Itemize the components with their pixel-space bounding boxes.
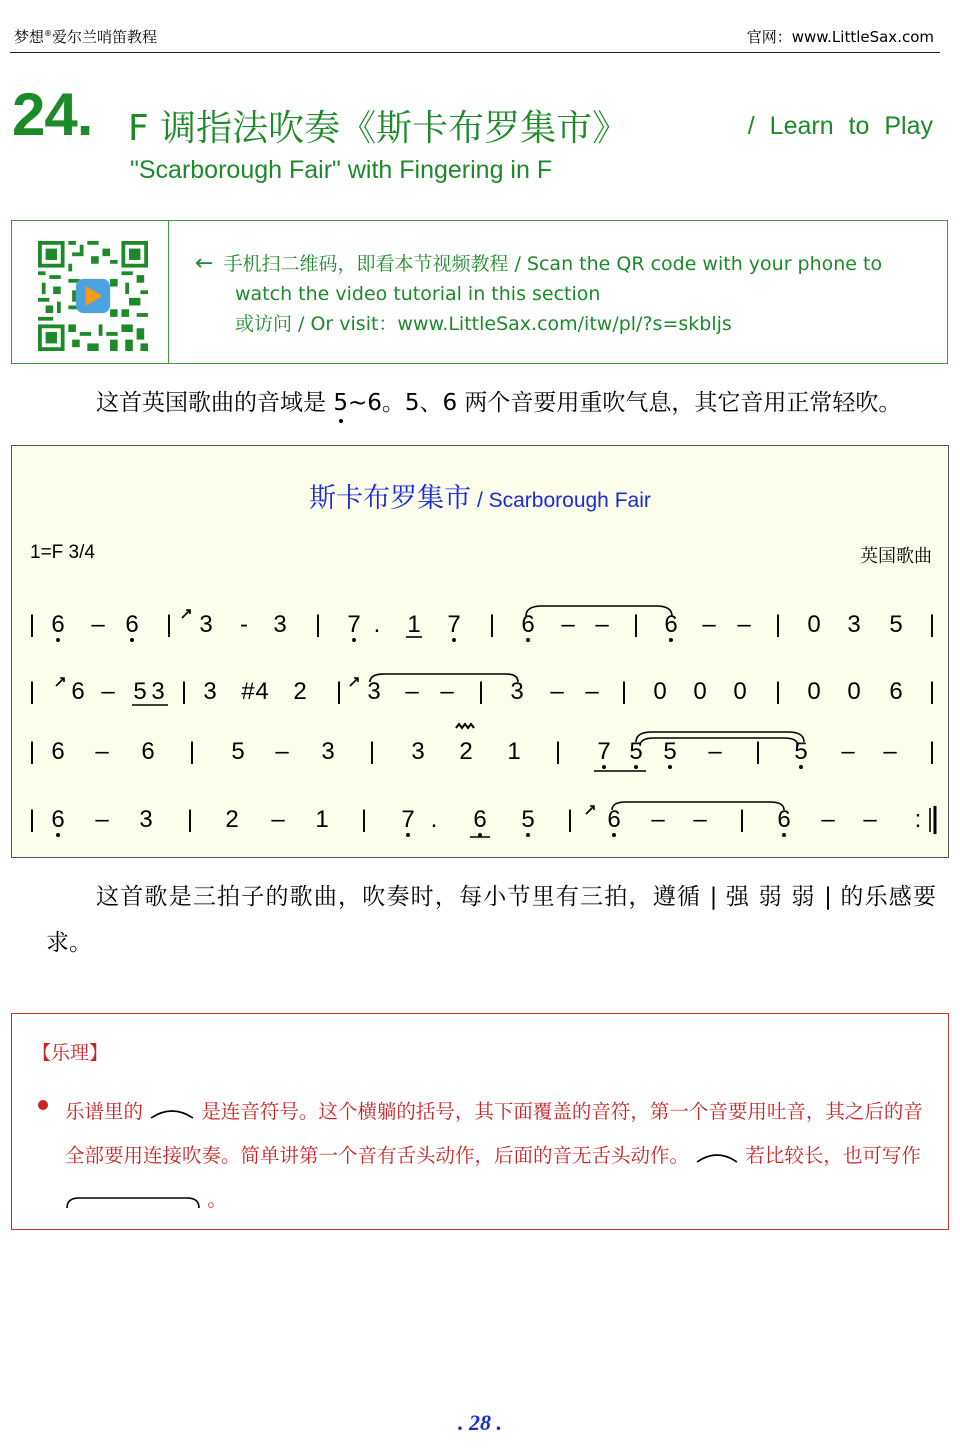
svg-text:–: – xyxy=(883,738,897,765)
svg-text:–: – xyxy=(271,806,285,833)
svg-text:|: | xyxy=(632,611,640,638)
svg-text:#: # xyxy=(241,678,255,705)
lesson-title-en-2: "Scarborough Fair" with Fingering in F xyxy=(130,156,553,184)
svg-text:|: | xyxy=(477,678,485,705)
lesson-title-cn: F 调指法吹奏《斯卡布罗集市》 xyxy=(128,108,629,149)
arrow-left-icon: ← xyxy=(195,251,214,276)
svg-text:|: | xyxy=(335,678,343,705)
svg-text:5: 5 xyxy=(663,738,677,765)
svg-text:.: . xyxy=(373,611,381,638)
svg-text:6: 6 xyxy=(51,806,65,833)
svg-text:–: – xyxy=(95,738,109,765)
svg-text:|: | xyxy=(928,611,936,638)
svg-text:6: 6 xyxy=(777,806,791,833)
score-panel xyxy=(11,445,949,858)
svg-text:|: | xyxy=(928,738,936,765)
svg-text:|: | xyxy=(488,611,496,638)
svg-text:–: – xyxy=(863,806,877,833)
svg-text:.: . xyxy=(430,806,438,833)
svg-text:|: | xyxy=(360,806,368,833)
score-title: 斯卡布罗集市 / Scarborough Fair xyxy=(309,483,651,514)
svg-text:–: – xyxy=(95,806,109,833)
svg-text:–: – xyxy=(821,806,835,833)
svg-text:|: | xyxy=(774,611,782,638)
svg-text:6: 6 xyxy=(664,611,678,638)
svg-text:0: 0 xyxy=(733,678,747,705)
qr-panel xyxy=(11,220,948,364)
svg-text:–: – xyxy=(651,806,665,833)
svg-text:2: 2 xyxy=(225,806,239,833)
svg-text:6: 6 xyxy=(889,678,903,705)
svg-text:1: 1 xyxy=(407,611,421,638)
svg-text:–: – xyxy=(101,678,115,705)
svg-text:0: 0 xyxy=(807,611,821,638)
svg-text:3: 3 xyxy=(273,611,287,638)
svg-text:5: 5 xyxy=(629,738,643,765)
svg-text:0: 0 xyxy=(653,678,667,705)
header-website[interactable]: 官网：www.LittleSax.com xyxy=(746,28,934,46)
svg-text:–: – xyxy=(275,738,289,765)
svg-text:0: 0 xyxy=(807,678,821,705)
svg-text:5: 5 xyxy=(231,738,245,765)
svg-text:0: 0 xyxy=(847,678,861,705)
svg-text:2: 2 xyxy=(459,738,473,765)
meter-paragraph: 这首歌是三拍子的歌曲，吹奏时，每小节里有三拍，遵循 | 强 弱 弱 | 的乐感要求。 xyxy=(46,884,936,956)
svg-text:1: 1 xyxy=(507,738,521,765)
header-divider xyxy=(10,52,940,53)
svg-text:–: – xyxy=(585,678,599,705)
svg-text:6: 6 xyxy=(125,611,139,638)
jianpu-notation xyxy=(12,446,948,857)
svg-text:|: | xyxy=(754,738,762,765)
svg-text:|: | xyxy=(774,678,782,705)
svg-text:|: | xyxy=(28,738,36,765)
lesson-title xyxy=(128,100,933,151)
svg-text:|: | xyxy=(28,806,36,833)
svg-text:6: 6 xyxy=(521,611,535,638)
svg-text:|: | xyxy=(188,738,196,765)
score-key: 1=F 3/4 xyxy=(30,542,95,563)
svg-text:3: 3 xyxy=(151,678,165,705)
svg-text:|: | xyxy=(368,738,376,765)
svg-text:|: | xyxy=(186,806,194,833)
intro-paragraph: 这首英国歌曲的音域是 5~6。5、6 两个音要用重吹气息，其它音用正常轻吹。 xyxy=(96,390,902,416)
svg-text:5: 5 xyxy=(889,611,903,638)
qr-instructions: ← 手机扫二维码，即看本节视频教程 / Scan the QR code with your phone to watch the video tutorial in this section 或访问 / Or visit：www.LittleSax.com/itw/pl/?s=skbljs xyxy=(195,249,882,339)
svg-text::: : xyxy=(914,806,922,833)
slur-long-icon xyxy=(65,1192,201,1210)
svg-text:–: – xyxy=(693,806,707,833)
svg-text:–: – xyxy=(708,738,722,765)
visit-link[interactable]: 或访问 / Or visit：www.LittleSax.com/itw/pl/?s=skbljs xyxy=(235,313,732,335)
slur-short-icon xyxy=(149,1106,195,1120)
svg-text:–: – xyxy=(561,611,575,638)
svg-text:|: | xyxy=(566,806,574,833)
svg-text:7: 7 xyxy=(597,738,611,765)
svg-text:6: 6 xyxy=(51,611,65,638)
slur-medium-icon xyxy=(695,1150,739,1164)
svg-text:7: 7 xyxy=(447,611,461,638)
svg-text:5: 5 xyxy=(794,738,808,765)
svg-text:6: 6 xyxy=(607,806,621,833)
svg-text:–: – xyxy=(595,611,609,638)
svg-text:3: 3 xyxy=(411,738,425,765)
svg-text:1: 1 xyxy=(315,806,329,833)
svg-text:–: – xyxy=(737,611,751,638)
svg-text:0: 0 xyxy=(693,678,707,705)
svg-text:6: 6 xyxy=(51,738,65,765)
svg-text:6: 6 xyxy=(473,806,487,833)
lesson-number: 24. xyxy=(12,81,93,148)
svg-text:|: | xyxy=(180,678,188,705)
svg-text:3: 3 xyxy=(321,738,335,765)
svg-text:2: 2 xyxy=(293,678,307,705)
score-origin: 英国歌曲 xyxy=(860,546,932,567)
svg-text:5: 5 xyxy=(133,678,147,705)
svg-text:–: – xyxy=(91,611,105,638)
svg-text:7: 7 xyxy=(347,611,361,638)
qr-code-icon[interactable] xyxy=(38,241,148,351)
svg-text:3: 3 xyxy=(510,678,524,705)
svg-text:–: – xyxy=(702,611,716,638)
svg-text:6: 6 xyxy=(141,738,155,765)
svg-text:3: 3 xyxy=(847,611,861,638)
theory-heading: 【乐理】 xyxy=(32,1042,109,1064)
header-brand: 梦想®爱尔兰哨笛教程 xyxy=(14,28,158,46)
theory-text: 乐谱里的 是连音符号。这个横躺的括号，其下面覆盖的音符，第一个音要用吐音，其之后的音全部要用连接吹奏。简单讲第一个音有舌头动作，后面的音无舌头动作。 若比较长，也可写作 。 xyxy=(65,1100,923,1211)
bullet-icon xyxy=(38,1100,48,1110)
qr-panel-divider xyxy=(168,221,169,363)
svg-text:–: – xyxy=(841,738,855,765)
svg-text:|: | xyxy=(165,611,173,638)
svg-text:|: | xyxy=(738,806,746,833)
lesson-title-en-1: / Learn to Play xyxy=(747,112,933,140)
svg-text:5: 5 xyxy=(521,806,535,833)
theory-box xyxy=(11,1013,949,1230)
svg-text:–: – xyxy=(550,678,564,705)
svg-text:3: 3 xyxy=(139,806,153,833)
svg-text:–: – xyxy=(440,678,454,705)
svg-text:3: 3 xyxy=(203,678,217,705)
svg-text:|: | xyxy=(620,678,628,705)
svg-text:7: 7 xyxy=(401,806,415,833)
svg-text:|: | xyxy=(554,738,562,765)
svg-text:3: 3 xyxy=(367,678,381,705)
page-number: . 28 . xyxy=(458,1410,502,1435)
svg-text:3: 3 xyxy=(199,611,213,638)
svg-text:|: | xyxy=(28,678,36,705)
svg-text:|: | xyxy=(928,678,936,705)
svg-text:-: - xyxy=(240,611,248,638)
svg-text:6: 6 xyxy=(71,678,85,705)
svg-text:4: 4 xyxy=(255,678,269,705)
svg-text:|: | xyxy=(28,611,36,638)
svg-text:–: – xyxy=(405,678,419,705)
svg-text:|: | xyxy=(314,611,322,638)
